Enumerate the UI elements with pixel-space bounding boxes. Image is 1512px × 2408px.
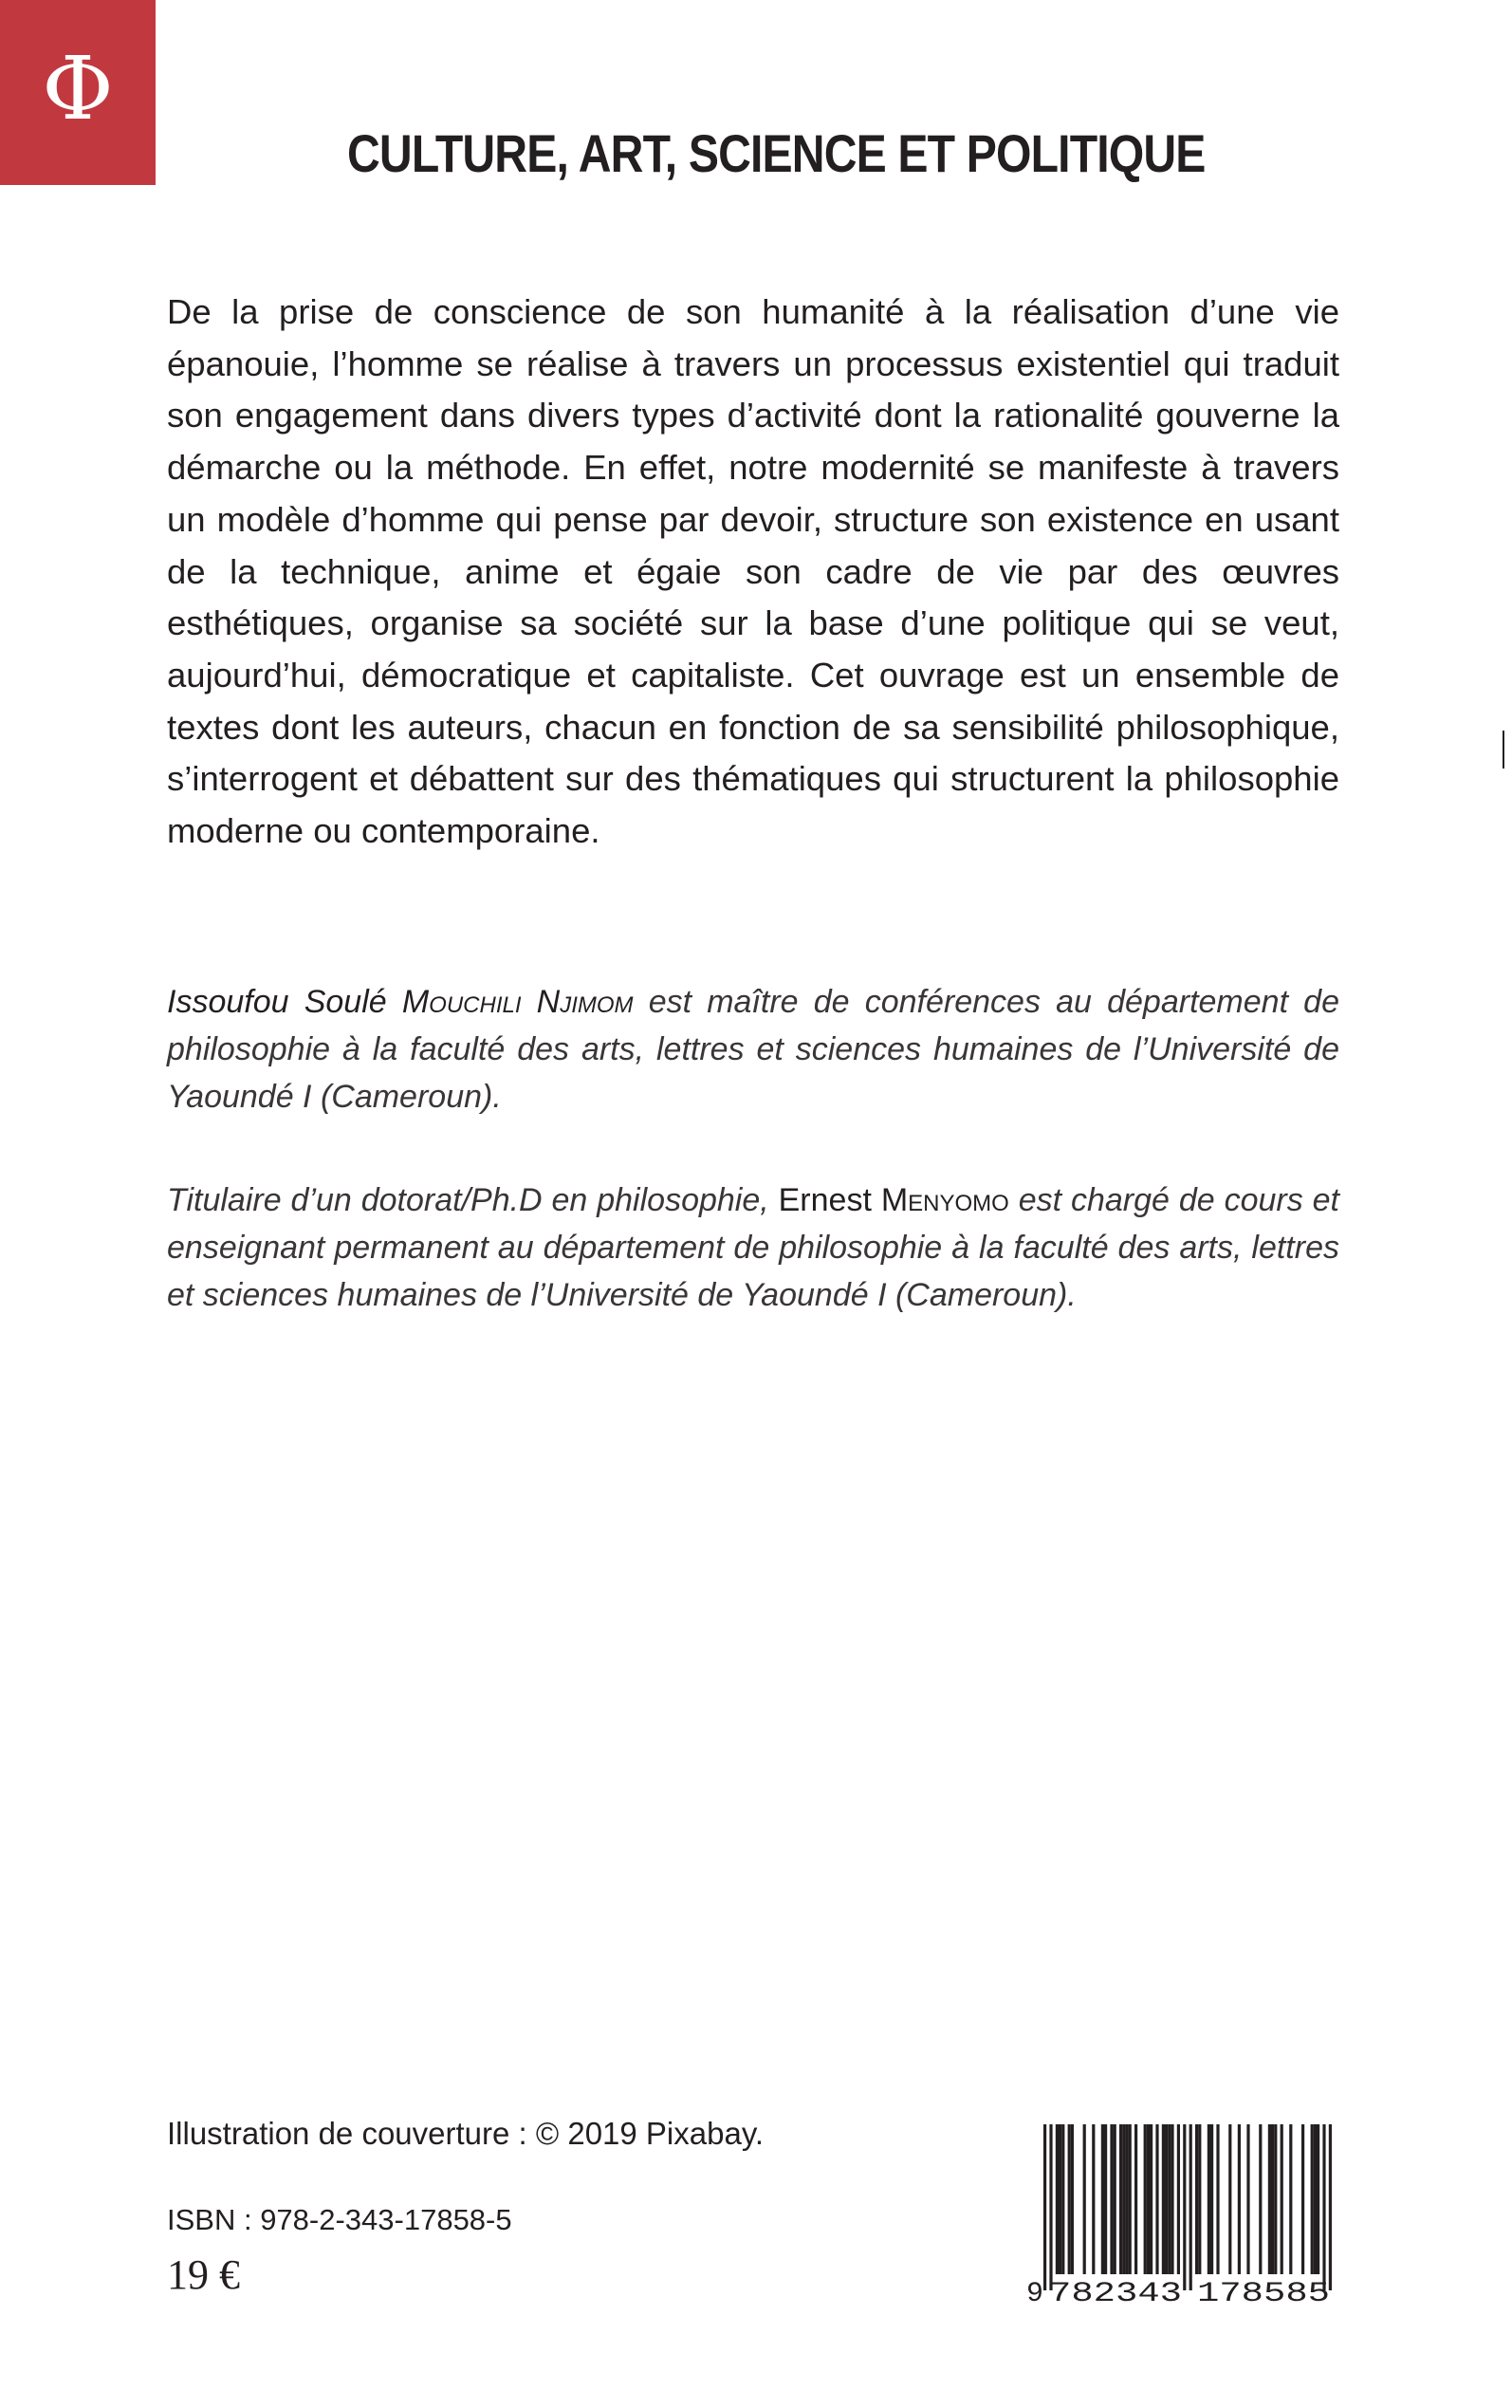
barcode-bar	[1311, 2124, 1314, 2274]
barcode-bar	[1119, 2124, 1122, 2274]
cover-illustration-credit: Illustration de couverture : © 2019 Pixabay.	[167, 2116, 765, 2151]
barcode-lead-digit: 9	[1026, 2278, 1044, 2306]
barcode-bar	[1056, 2124, 1059, 2274]
barcode-bars	[1043, 2124, 1332, 2290]
author-surname: Menyomo	[880, 1182, 1009, 1218]
barcode-bar	[1114, 2124, 1116, 2274]
author-surname: Mouchili Njimom	[401, 984, 634, 1020]
isbn-label: ISBN : 978-2-343-17858-5	[167, 2203, 512, 2236]
barcode-bar	[1177, 2124, 1180, 2274]
author-bio-mouchili	[167, 978, 1339, 1121]
barcode-bar	[1155, 2124, 1158, 2274]
barcode-right-digits: 178585	[1197, 2278, 1330, 2306]
barcode-bar	[1061, 2124, 1064, 2274]
barcode-guard-bar	[1043, 2124, 1046, 2290]
author-bio-menyomo	[167, 1176, 1339, 1319]
barcode-bar	[1134, 2124, 1137, 2274]
barcode-bar	[1238, 2124, 1241, 2274]
barcode-bar	[1301, 2124, 1304, 2274]
author-bio-text: est chargé de cours et enseignant permanent au département de philosophie à la faculté des arts, lettres et sciences humaines de l’Université de Yaoundé I (Cameroun).	[167, 1182, 1339, 1313]
barcode-bar	[1092, 2124, 1095, 2274]
back-cover-blurb: De la prise de conscience de son humanité à la réalisation d’une vie épanouie, l’homme se réalise à travers un processus existentiel qui traduit son engagement dans divers types d’activité dont la rationalité gouverne la démarche ou la méthode. En effet, notre modernité se manifeste à travers un modèle d’homme qui pense par devoir, structure son existence en usant de la technique, anime et égaie son cadre de vie par des œuvres esthétiques, organise sa société sur la base d’une politique qui se veut, aujourd’hui, démocratique et capitaliste. Cet ouvrage est un ensemble de textes dont les auteurs, chacun en fonction de sa sensibilité philosophique, s’interrogent et débattent sur des thématiques qui structurent la philosophie moderne ou contemporaine.	[167, 292, 1339, 851]
barcode-bar	[1268, 2124, 1271, 2274]
barcode-bar	[1083, 2124, 1086, 2274]
barcode-bar	[1314, 2124, 1317, 2274]
barcode-bar	[1274, 2124, 1277, 2274]
barcode-guard-bar	[1189, 2124, 1192, 2290]
barcode-bar	[1208, 2124, 1210, 2274]
barcode-bar	[1271, 2124, 1274, 2274]
barcode-bar	[1125, 2124, 1128, 2274]
barcode-bar	[1259, 2124, 1262, 2274]
barcode-bar	[1216, 2124, 1219, 2274]
author-bio-intro: Titulaire d’un dotorat/Ph.D en philosophie,	[167, 1182, 779, 1218]
barcode-bar	[1198, 2124, 1201, 2274]
barcode-bar	[1068, 2124, 1071, 2274]
trim-mark	[1503, 731, 1504, 769]
barcode-bar	[1144, 2124, 1147, 2274]
barcode-bar	[1281, 2124, 1283, 2274]
author-given-name: Ernest	[778, 1182, 872, 1218]
barcode-bar	[1228, 2124, 1231, 2274]
barcode-bar	[1147, 2124, 1150, 2274]
barcode-guard-bar	[1183, 2124, 1186, 2290]
barcode-bar	[1289, 2124, 1292, 2274]
barcode-bar	[1129, 2124, 1132, 2274]
author-given-name: Issoufou Soulé	[167, 984, 387, 1020]
barcode-bar	[1246, 2124, 1249, 2274]
barcode-bar	[1317, 2124, 1319, 2274]
barcode-left-digits: 782343	[1049, 2278, 1182, 2306]
barcode-guard-bar	[1322, 2124, 1325, 2290]
barcode-bar	[1071, 2124, 1074, 2274]
barcode-bar	[1059, 2124, 1061, 2274]
isbn-barcode	[1024, 2121, 1342, 2306]
barcode-bar	[1195, 2124, 1198, 2274]
barcode-bar	[1210, 2124, 1213, 2274]
barcode-guard-bar	[1049, 2124, 1052, 2290]
barcode-bar	[1104, 2124, 1107, 2274]
barcode-bar	[1165, 2124, 1168, 2274]
price-label: 19 €	[167, 2251, 240, 2298]
barcode-bar	[1122, 2124, 1125, 2274]
author-bio-text: est maître de conférences au département de philosophie à la faculté des arts, lettres et sciences humaines de l’Université de Yaoundé I (Cameroun).	[167, 984, 1339, 1115]
barcode-bar	[1162, 2124, 1165, 2274]
barcode-bar	[1110, 2124, 1113, 2274]
barcode-bar	[1168, 2124, 1171, 2274]
barcode-bar	[1171, 2124, 1173, 2274]
publisher-logo	[0, 0, 156, 185]
barcode-bar	[1150, 2124, 1152, 2274]
phi-logo-icon: Φ	[42, 37, 114, 139]
barcode-bar	[1101, 2124, 1104, 2274]
barcode-guard-bar	[1329, 2124, 1332, 2290]
book-title: CULTURE, ART, SCIENCE ET POLITIQUE	[347, 123, 1206, 183]
